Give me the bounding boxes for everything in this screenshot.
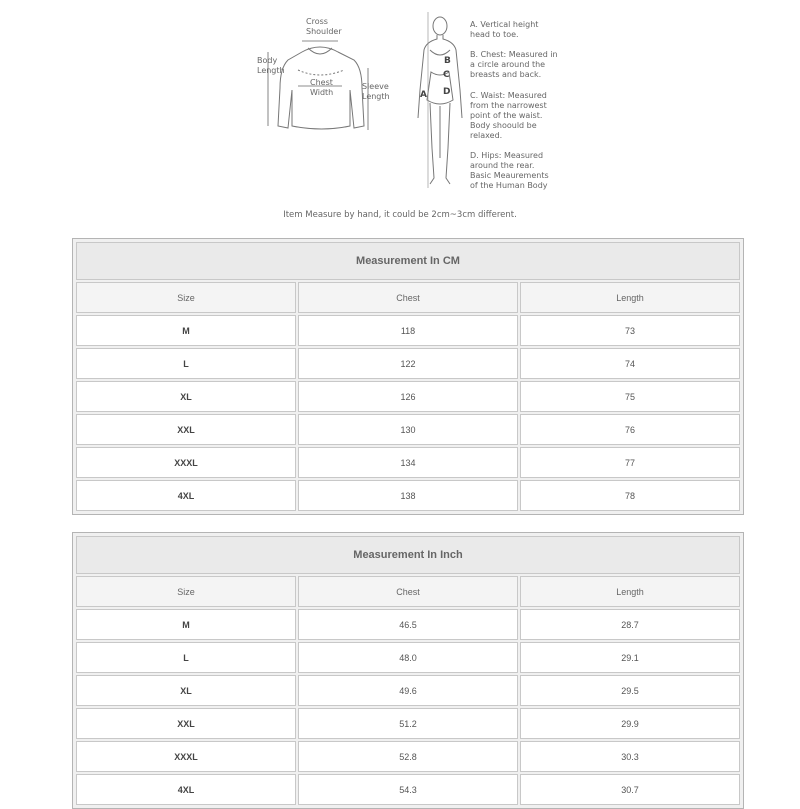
size-cell: XXXL [76, 447, 296, 478]
table-row [76, 708, 740, 739]
size-table-cm [72, 238, 744, 515]
chest-width-label: Chest Width [310, 78, 334, 97]
table-row [76, 447, 740, 478]
chest-cell: 130 [298, 414, 518, 445]
size-cell: XXL [76, 414, 296, 445]
measurement-diagram [250, 8, 570, 198]
length-cell: 75 [520, 381, 740, 412]
header-chest: Chest [298, 576, 518, 607]
cross-shoulder-label: Cross Shoulder [306, 17, 342, 36]
size-cell: M [76, 609, 296, 640]
table-row [76, 381, 740, 412]
length-cell: 76 [520, 414, 740, 445]
description-c: C. Waist: Measured from the narrowest point of the waist. Body shoould be relaxed. [470, 91, 547, 140]
table-row [76, 642, 740, 673]
description-a: A. Vertical height head to toe. [470, 20, 539, 39]
table-title: Measurement In CM [76, 242, 740, 280]
chest-cell: 52.8 [298, 741, 518, 772]
header-size: Size [76, 282, 296, 313]
table-row [76, 480, 740, 511]
length-cell: 77 [520, 447, 740, 478]
chest-cell: 138 [298, 480, 518, 511]
sleeve-length-label: Sleeve Length [362, 82, 390, 101]
body-length-label: Body Length [257, 56, 285, 75]
chest-cell: 122 [298, 348, 518, 379]
chest-cell: 126 [298, 381, 518, 412]
letter-c: C [443, 70, 450, 80]
header-size: Size [76, 576, 296, 607]
table-row [76, 741, 740, 772]
length-cell: 78 [520, 480, 740, 511]
header-length: Length [520, 576, 740, 607]
chest-cell: 46.5 [298, 609, 518, 640]
description-d: D. Hips: Measured around the rear. Basic Meaurements of the Human Body [470, 151, 549, 190]
table-header-row [76, 576, 740, 607]
length-cell: 30.7 [520, 774, 740, 805]
size-cell: M [76, 315, 296, 346]
description-b: B. Chest: Measured in a circle around the breasts and back. [470, 50, 558, 79]
length-cell: 74 [520, 348, 740, 379]
header-chest: Chest [298, 282, 518, 313]
size-cell: 4XL [76, 774, 296, 805]
table-row [76, 348, 740, 379]
length-cell: 29.9 [520, 708, 740, 739]
size-cell: L [76, 348, 296, 379]
table-row [76, 315, 740, 346]
letter-d: D [443, 87, 451, 97]
header-length: Length [520, 282, 740, 313]
size-cell: L [76, 642, 296, 673]
length-cell: 28.7 [520, 609, 740, 640]
size-cell: XXL [76, 708, 296, 739]
length-cell: 30.3 [520, 741, 740, 772]
size-table-inch [72, 532, 744, 809]
size-cell: 4XL [76, 480, 296, 511]
length-cell: 73 [520, 315, 740, 346]
letter-a: A [420, 90, 427, 100]
length-cell: 29.1 [520, 642, 740, 673]
size-cell: XL [76, 381, 296, 412]
measure-note: Item Measure by hand, it could be 2cm~3cm different. [283, 210, 517, 220]
table-row [76, 675, 740, 706]
size-cell: XXXL [76, 741, 296, 772]
table-row [76, 414, 740, 445]
table-header-row [76, 282, 740, 313]
chest-cell: 48.0 [298, 642, 518, 673]
size-cell: XL [76, 675, 296, 706]
letter-b: B [444, 56, 451, 66]
chest-cell: 118 [298, 315, 518, 346]
chest-cell: 134 [298, 447, 518, 478]
chest-cell: 51.2 [298, 708, 518, 739]
length-cell: 29.5 [520, 675, 740, 706]
chest-cell: 54.3 [298, 774, 518, 805]
table-row [76, 774, 740, 805]
table-title: Measurement In Inch [76, 536, 740, 574]
table-row [76, 609, 740, 640]
chest-cell: 49.6 [298, 675, 518, 706]
